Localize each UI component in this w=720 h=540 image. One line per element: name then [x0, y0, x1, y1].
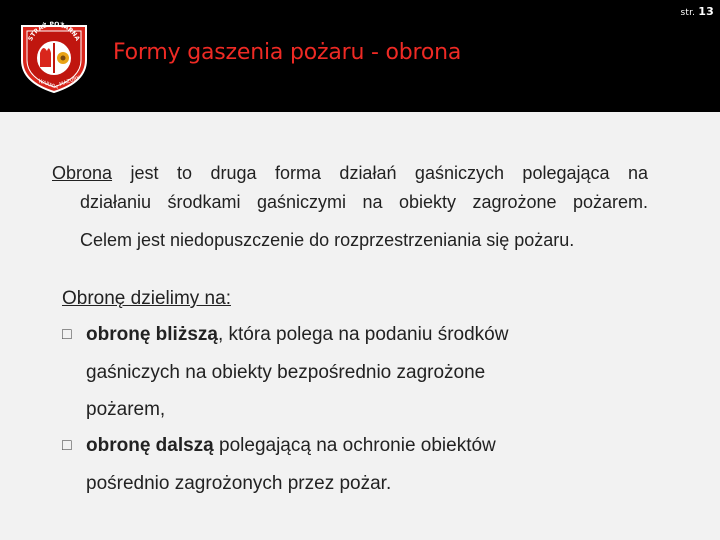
- bullet-1-line-1: [86, 324, 508, 346]
- fire-brigade-logo: [18, 20, 90, 94]
- definition-line-1-text: jest to druga forma działań gaśniczych polegająca na: [112, 163, 648, 183]
- header-band: [0, 0, 720, 112]
- bullet-1-line-2: gaśniczych na obiekty bezpośrednio zagrożone: [86, 362, 486, 383]
- bullet-2-line-2: pośrednio zagrożonych przez pożar.: [86, 473, 392, 494]
- bullet-icon: □: [62, 326, 72, 343]
- slide-title: Formy gaszenia pożaru - obrona: [113, 40, 462, 65]
- bullet-1-text: , która polega na podaniu środków: [217, 324, 509, 345]
- svg-text:STRAŻ POŻARNA: STRAŻ POŻARNA: [27, 20, 81, 43]
- goal-line: Celem jest niedopuszczenie do rozprzestrzeniania się pożaru.: [80, 230, 575, 250]
- bullet-2-line-1: [86, 435, 496, 457]
- division-heading: Obronę dzielimy na:: [62, 288, 231, 309]
- page-number: [680, 5, 714, 18]
- bullet-2-term: obronę dalszą: [86, 435, 214, 456]
- bullet-icon: □: [62, 437, 72, 454]
- page-label: str.: [680, 8, 696, 18]
- page-number-value: 13: [698, 5, 714, 18]
- definition-line-1: [52, 159, 648, 188]
- slide-content: [0, 112, 720, 540]
- bullet-1-term: obronę bliższą: [86, 324, 218, 345]
- bullet-1-line-3: pożarem,: [86, 399, 166, 420]
- bullet-2-text: polegającą na ochronie obiektów: [213, 435, 496, 456]
- definition-term: Obrona: [52, 163, 113, 183]
- svg-text:WARMIA: WARMIA: [37, 78, 59, 91]
- definition-line-2: działaniu środkami gaśniczymi na obiekty zagrożone pożarem.: [80, 192, 648, 212]
- svg-text:MAZURY: MAZURY: [58, 75, 81, 88]
